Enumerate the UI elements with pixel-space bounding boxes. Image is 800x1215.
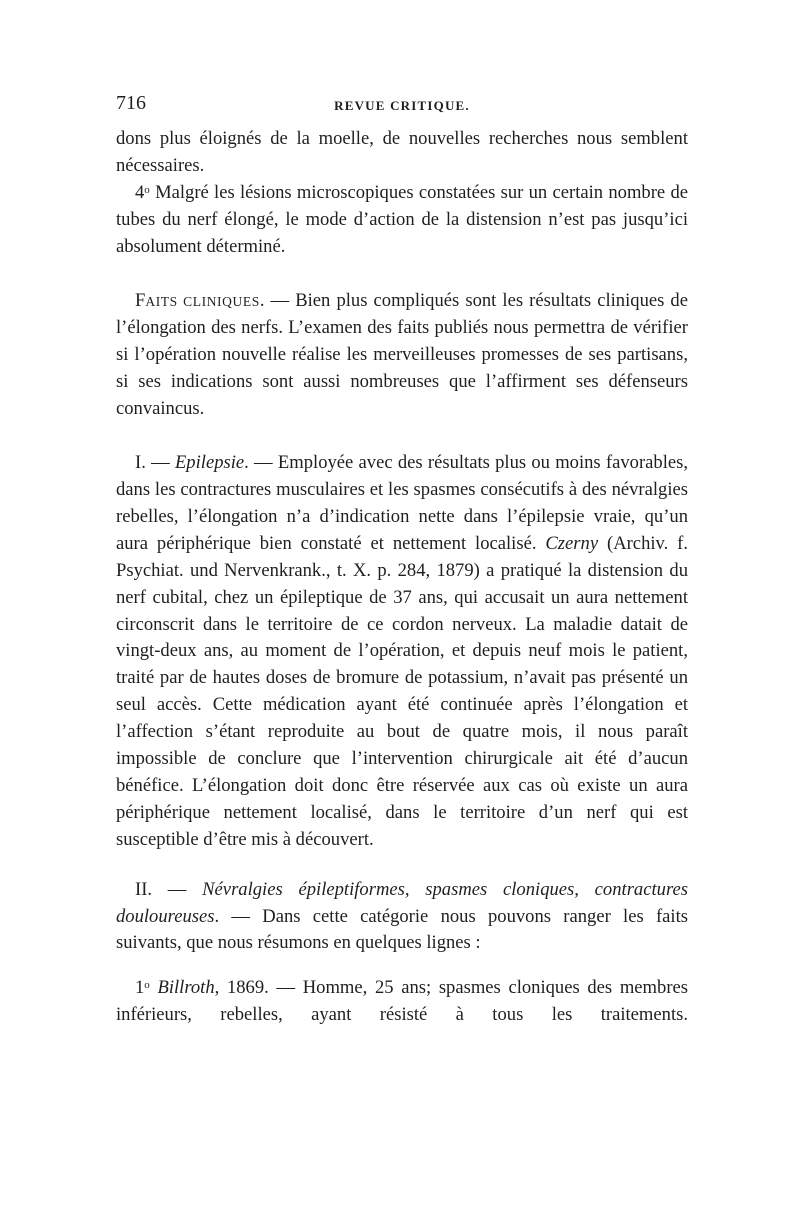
section-title-initial: F bbox=[135, 289, 146, 311]
paragraph-epilepsie bbox=[116, 450, 688, 854]
section-title-smallcaps: AITS CLINIQUES bbox=[145, 293, 260, 309]
section-title: Epilepsie bbox=[174, 452, 245, 474]
paragraph-text: , 1869. — Homme, 25 ans; spasmes cloniques des membres inférieurs, rebelles, ayant résisté à tous les traitements. bbox=[116, 977, 688, 1026]
running-header bbox=[116, 92, 688, 124]
paragraph-text: . — Employée avec des résultats plus ou moins favorables, dans les contractures musculaires et les spasmes consécutifs à des névralgies rebelles, l’élongation n’a d’indication nette dans l’épilepsie vraie, qu’un aura périphérique bien constaté et nettement localisé. bbox=[116, 452, 688, 554]
paragraph-nevralgies bbox=[116, 877, 688, 958]
ordinal-mark: o bbox=[144, 183, 150, 196]
page-number: 716 bbox=[116, 92, 146, 114]
author-name: Czerny bbox=[545, 532, 599, 554]
case-number: 1 bbox=[135, 977, 145, 999]
paragraph-continuation bbox=[116, 126, 688, 180]
section-title: Névralgies épileptiformes, spasmes cloniques, contractures douloureuses bbox=[116, 878, 688, 927]
paragraph-text: Malgré les lésions microscopiques constatées sur un certain nombre de tubes du nerf élongé, le mode d’action de la distension n’est pas jusqu’ici absolument déterminé. bbox=[116, 181, 688, 257]
author-name: Billroth bbox=[157, 977, 215, 999]
ordinal-mark: o bbox=[144, 979, 150, 992]
paragraph-text: . — Dans cette catégorie nous pouvons ranger les faits suivants, que nous résumons en quelques lignes : bbox=[116, 905, 688, 954]
paragraph-point-4 bbox=[116, 180, 688, 261]
point-number: 4 bbox=[135, 181, 145, 203]
section-number: II. — bbox=[135, 878, 203, 900]
book-page bbox=[116, 92, 688, 1029]
paragraph-text: (Archiv. f. Psychiat. und Nervenkrank., t. X. p. 284, 1879) a pratiqué la distension du nerf cubital, chez un épileptique de 37 ans, qui accusait un aura nettement circonscrit dans le territoire de ce cordon nerveux. La maladie datait de vingt-deux ans, au moment de l’opération, et depuis neuf mois le patient, traité par de hautes doses de bromure de potassium, n’avait pas présenté un seul accès. Cette médication ayant été continuée après l’élongation et l’affection s’étant reproduite au bout de quatre mois, il nous paraît impossible de conclure que l’intervention chirurgicale ait été d’aucun bénéfice. L’élongation doit donc être réservée aux cas où existe un aura périphérique nettement localisé, dans le territoire d’un nerf qui est susceptible d’être mis à découvert. bbox=[116, 532, 689, 850]
running-title: REVUE CRITIQUE. bbox=[334, 98, 470, 113]
paragraph-billroth bbox=[116, 975, 688, 1029]
paragraph-text: . — Bien plus compliqués sont les résultats cliniques de l’élongation des nerfs. L’examen des faits publiés nous permettra de vérifier si l’opération nouvelle réalise les merveilleuses promesses de ses partisans, si ses indications sont aussi nombreuses que l’affirment ses défenseurs convaincus. bbox=[116, 289, 688, 420]
paragraph-text: dons plus éloignés de la moelle, de nouvelles recherches nous semblent nécessaires. bbox=[116, 128, 688, 176]
paragraph-faits-cliniques bbox=[116, 288, 688, 424]
section-number: I. — bbox=[135, 452, 175, 474]
